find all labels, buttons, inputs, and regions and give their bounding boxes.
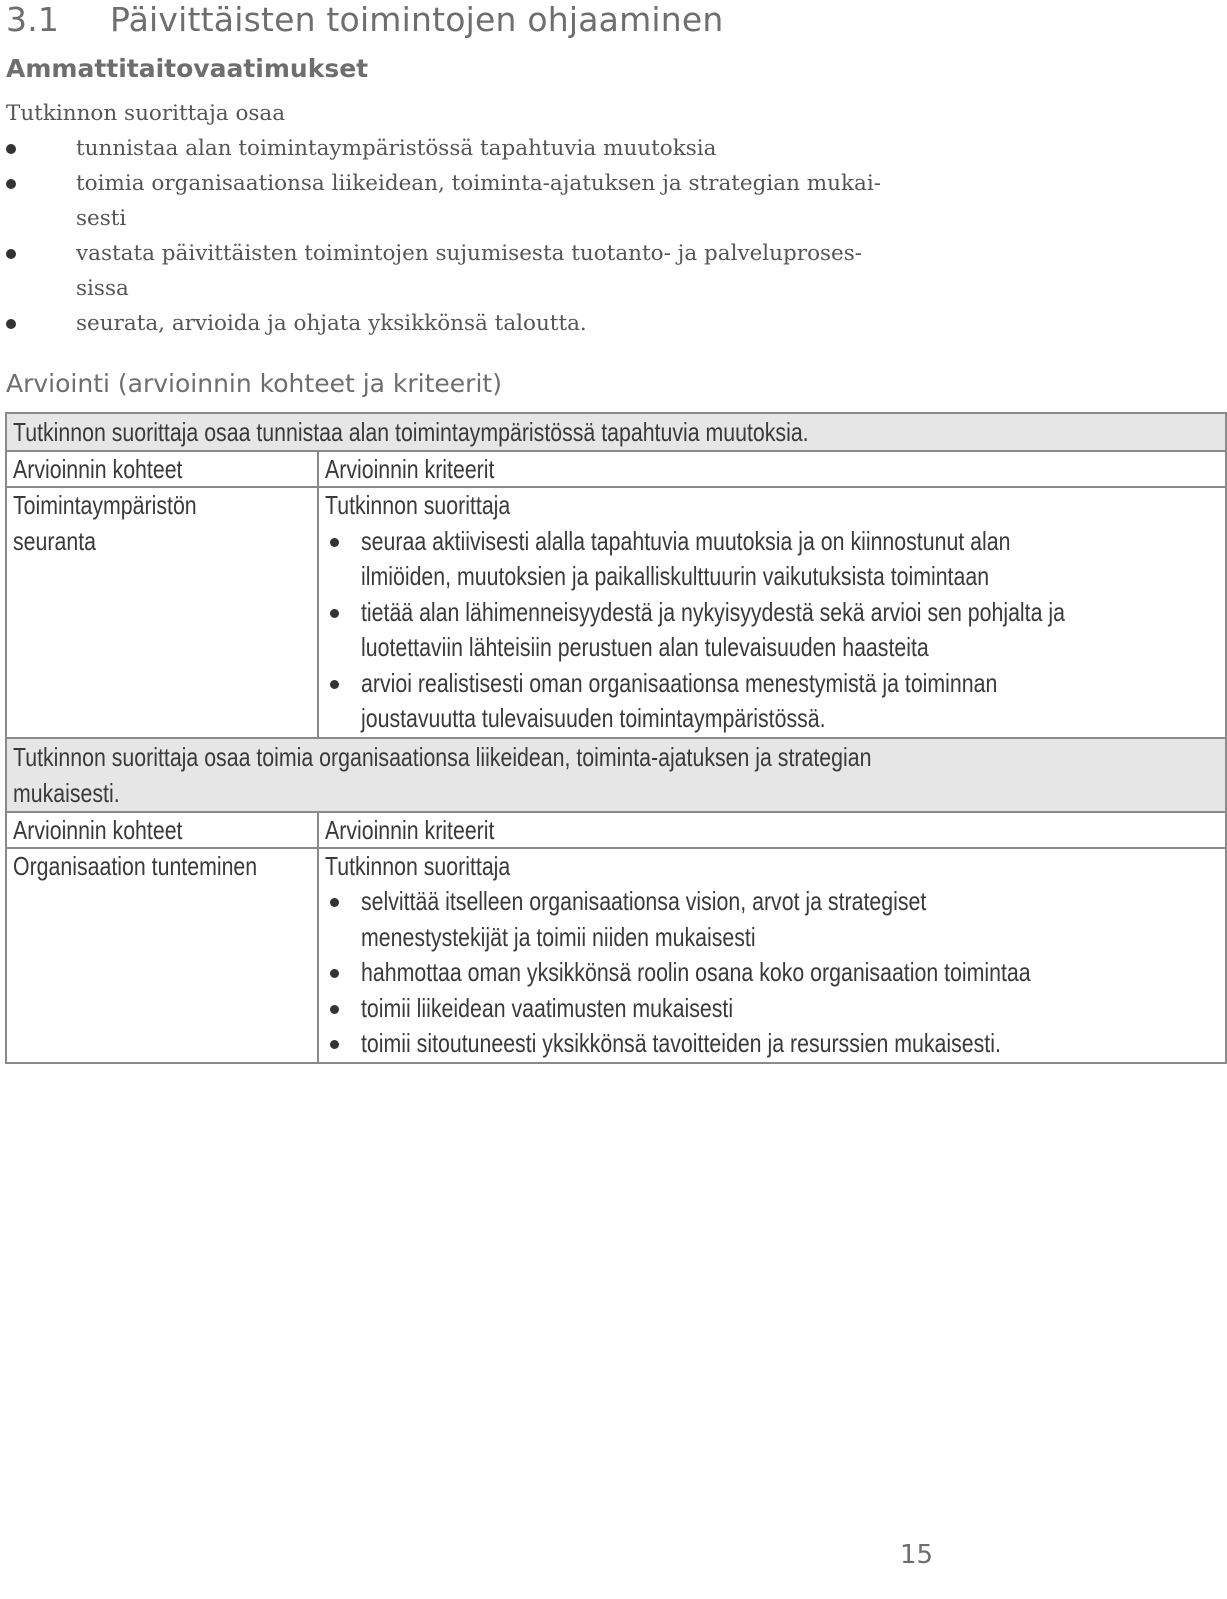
criteria-line: joustavuutta tulevaisuuden toimintaympäristössä. bbox=[360, 703, 826, 733]
criteria-intro: Tutkinnon suorittaja bbox=[324, 850, 511, 881]
bullet-icon bbox=[6, 319, 16, 329]
requirements-list bbox=[6, 131, 946, 341]
column-header-criteria-label: Arvioinnin kriteerit bbox=[324, 814, 495, 845]
bullet-icon bbox=[6, 249, 16, 259]
block-title-line: Tutkinnon suorittaja osaa tunnistaa alan toimintaympäristössä tapahtuvia muutoksia. bbox=[13, 417, 809, 447]
criteria-line: luotettaviin lähteisiin perustuen alan tulevaisuuden haasteita bbox=[360, 632, 929, 662]
criteria-line: toimii liikeidean vaatimusten mukaisesti bbox=[360, 992, 733, 1023]
criteria-intro: Tutkinnon suorittaja bbox=[324, 490, 511, 520]
assessment-target bbox=[6, 487, 318, 738]
column-header-targets bbox=[6, 451, 318, 487]
bullet-icon bbox=[330, 538, 339, 547]
block-title bbox=[6, 738, 1226, 812]
list-item-line: tunnistaa alan toimintaympäristössä tapahtuvia muutoksia bbox=[76, 136, 717, 161]
criteria-line: arvioi realistisesti oman organisaationsa menestymistä ja toiminnan bbox=[360, 667, 998, 698]
column-header-targets bbox=[6, 812, 318, 848]
criteria-line: ilmiöiden, muutoksien ja paikalliskulttuurin vaikutuksista toimintaan bbox=[360, 561, 989, 591]
list-item-line: sissa bbox=[76, 276, 129, 301]
bullet-icon bbox=[330, 898, 339, 907]
bullet-icon bbox=[6, 144, 16, 154]
column-header-criteria-label: Arvioinnin kriteerit bbox=[324, 454, 495, 484]
bullet-icon bbox=[330, 969, 339, 978]
criteria-line: menestystekijät ja toimii niiden mukaisesti bbox=[360, 921, 756, 952]
list-item bbox=[6, 306, 946, 341]
list-item-line: toimia organisaationsa liikeidean, toiminta-ajatuksen ja strategian mukai- bbox=[76, 171, 882, 196]
list-item-line: seurata, arvioida ja ohjata yksikkönsä taloutta. bbox=[76, 311, 587, 336]
list-item bbox=[6, 236, 946, 306]
list-item bbox=[6, 166, 946, 236]
list-item bbox=[325, 884, 1219, 955]
bullet-icon bbox=[330, 609, 339, 618]
requirements-heading: Ammattitaitovaatimukset bbox=[6, 54, 369, 83]
list-item bbox=[325, 595, 1219, 666]
criteria-list bbox=[325, 524, 1219, 737]
assessment-heading: Arviointi (arvioinnin kohteet ja kriteerit) bbox=[6, 369, 502, 398]
bullet-icon bbox=[6, 179, 16, 189]
list-item bbox=[325, 991, 1219, 1027]
criteria-line: tietää alan lähimenneisyydestä ja nykyisyydestä sekä arvioi sen pohjalta ja bbox=[360, 596, 1065, 627]
assessment-target-line: Toimintaympäristön bbox=[13, 490, 197, 520]
list-item bbox=[325, 955, 1219, 991]
assessment-target bbox=[6, 848, 318, 1063]
table-row bbox=[6, 487, 1226, 738]
table-row bbox=[6, 848, 1226, 1063]
list-item-line: vastata päivittäisten toimintojen sujumisesta tuotanto- ja palveluproses- bbox=[76, 241, 863, 266]
block-title bbox=[6, 413, 1226, 451]
list-item bbox=[325, 666, 1219, 737]
requirements-intro: Tutkinnon suorittaja osaa bbox=[6, 101, 286, 126]
assessment-target-line: Organisaation tunteminen bbox=[13, 850, 258, 881]
bullet-icon bbox=[330, 1005, 339, 1014]
block-title-row bbox=[6, 738, 1226, 812]
block-title-row bbox=[6, 413, 1226, 451]
column-header-targets-label: Arvioinnin kohteet bbox=[13, 814, 183, 845]
column-header-criteria bbox=[318, 812, 1226, 848]
criteria-line: selvittää itselleen organisaationsa vision, arvot ja strategiset bbox=[360, 886, 927, 916]
list-item bbox=[325, 524, 1219, 595]
block-title-line: mukaisesti. bbox=[13, 777, 120, 808]
list-item bbox=[6, 131, 946, 166]
column-header-row bbox=[6, 451, 1226, 487]
criteria-line: hahmottaa oman yksikkönsä roolin osana koko organisaation toimintaa bbox=[360, 957, 1031, 987]
column-header-row bbox=[6, 812, 1226, 848]
page-number: 15 bbox=[900, 1540, 934, 1570]
criteria-line: seuraa aktiivisesti alalla tapahtuvia muutoksia ja on kiinnostunut alan bbox=[360, 525, 1011, 556]
list-item bbox=[325, 1026, 1219, 1062]
block-title-line: Tutkinnon suorittaja osaa toimia organisaationsa liikeidean, toiminta-ajatuksen ja strategian bbox=[13, 741, 872, 772]
assessment-criteria bbox=[318, 487, 1226, 738]
list-item-line: sesti bbox=[76, 206, 127, 231]
column-header-criteria bbox=[318, 451, 1226, 487]
section-number: 3.1 bbox=[6, 0, 60, 39]
section-title-text: Päivittäisten toimintojen ohjaaminen bbox=[110, 0, 724, 39]
assessment-target-line: seuranta bbox=[13, 525, 96, 556]
criteria-list bbox=[325, 884, 1219, 1062]
section-title bbox=[6, 0, 724, 40]
bullet-icon bbox=[330, 1040, 339, 1049]
assessment-table bbox=[5, 412, 1227, 1064]
criteria-line: toimii sitoutuneesti yksikkönsä tavoitteiden ja resurssien mukaisesti. bbox=[360, 1028, 1001, 1058]
bullet-icon bbox=[330, 680, 339, 689]
column-header-targets-label: Arvioinnin kohteet bbox=[13, 454, 183, 484]
assessment-criteria bbox=[318, 848, 1226, 1063]
